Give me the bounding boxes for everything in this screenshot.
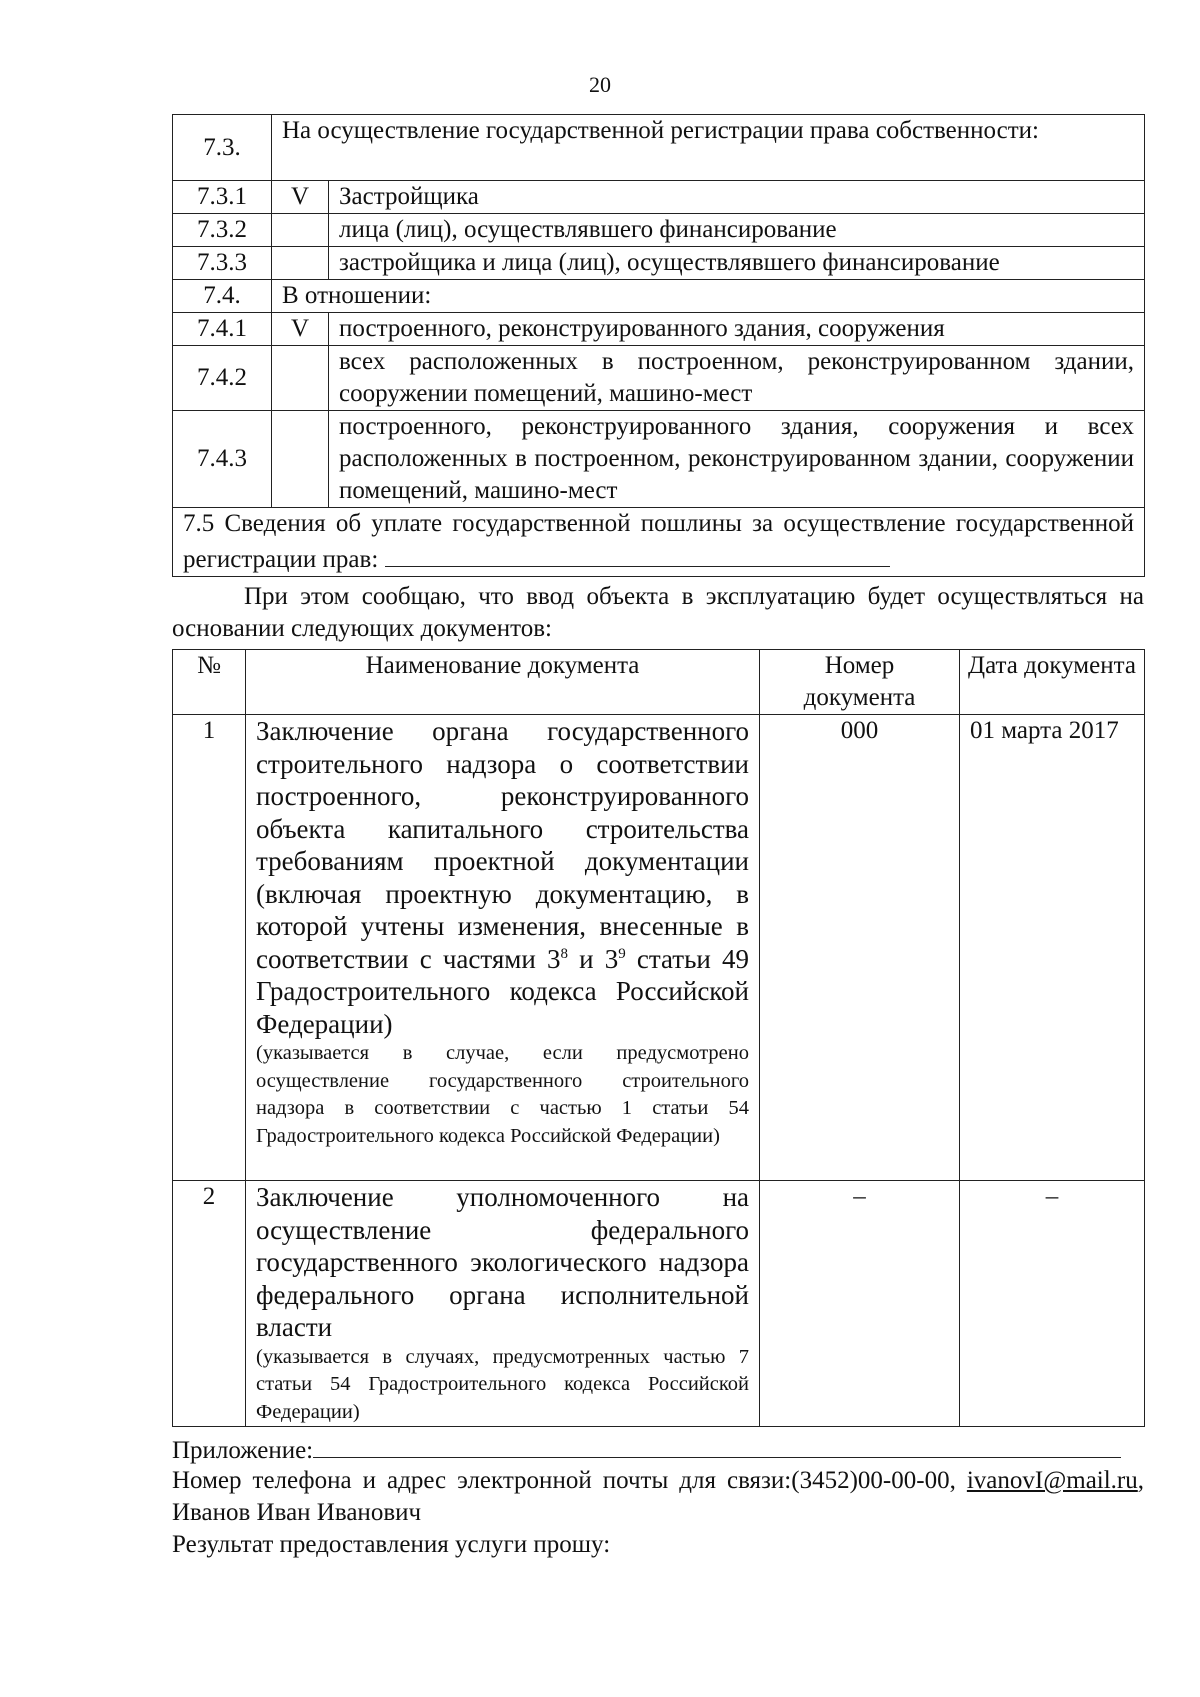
row-number: 7.3. — [173, 115, 272, 181]
fee-info-label: 7.5 Сведения об уплате государственной пошлины за осуществление государственной регистрации прав: — [183, 510, 1135, 573]
checkbox-mark[interactable] — [272, 411, 329, 508]
document-note: (указывается в случаях, предусмотренных частью 7 статьи 54 Градостроительного кодекса Российской Федерации) — [256, 1345, 749, 1423]
contact-name: , Иванов Иван Иванович — [172, 1467, 1145, 1526]
document-date[interactable]: 01 марта 2017 — [960, 715, 1145, 1181]
document-title-part: и 3 — [567, 943, 619, 974]
contact-phone: (3452)00-00-00, — [791, 1467, 956, 1494]
document-title-part: Заключение органа государственного строительного надзора о соответствии построенного, реконструированного объекта капитального строительства требованиям проектной документации (включая проектную документацию, в которой учтены изменения, внесенные в соответствии с частями 3 — [256, 716, 749, 974]
row-7-4-3 — [173, 411, 1145, 508]
document-number[interactable]: 000 — [760, 715, 960, 1181]
contact-label: Номер телефона и адрес электронной почты для связи: — [172, 1467, 792, 1494]
row-7-3 — [173, 115, 1145, 181]
header-doc-date: Дата документа — [960, 650, 1145, 715]
row-7-3-3 — [173, 247, 1145, 280]
row-text: лица (лиц), осуществлявшего финансирование — [329, 214, 1145, 247]
row-number: 7.4.1 — [173, 313, 272, 346]
header-name: Наименование документа — [246, 650, 760, 715]
row-num: 1 — [173, 715, 246, 1181]
documents-table — [172, 649, 1145, 1427]
attachment-label: Приложение: — [172, 1437, 314, 1464]
row-number: 7.4. — [173, 280, 272, 313]
row-text: всех расположенных в построенном, реконструированном здании, сооружении помещений, машино-мест — [329, 346, 1145, 411]
registration-section-table — [172, 114, 1145, 577]
row-number: 7.3.1 — [173, 181, 272, 214]
document-name — [246, 715, 760, 1181]
result-label: Результат предоставления услуги прошу: — [172, 1531, 611, 1558]
row-text: построенного, реконструированного здания, сооружения и всех расположенных в построенном, реконструированном здании, сооружении помещений, машино-мест — [329, 411, 1145, 508]
document-number[interactable]: – — [760, 1181, 960, 1427]
row-text: застройщика и лица (лиц), осуществлявшего финансирование — [329, 247, 1145, 280]
row-text: В отношении: — [272, 280, 1145, 313]
table-row — [173, 715, 1145, 1181]
superscript: 9 — [618, 945, 626, 962]
fee-info-field[interactable] — [385, 540, 890, 567]
checkbox-mark[interactable]: V — [272, 313, 329, 346]
page-number: 20 — [589, 72, 611, 97]
attachment-field[interactable] — [313, 1433, 1121, 1458]
document-title — [256, 715, 749, 1040]
document-note: (указывается в случае, если предусмотрено осуществление государственного строительного надзора в соответствии с частью 1 статьи 54 Градостроительного кодекса Российской Федерации) — [256, 1042, 749, 1147]
checkbox-mark[interactable]: V — [272, 181, 329, 214]
row-7-3-2 — [173, 214, 1145, 247]
row-7-4 — [173, 280, 1145, 313]
document-title-part: статьи 49 Градостроительного кодекса Российской Федерации) — [256, 943, 749, 1039]
contact-email[interactable]: ivanovI@mail.ru — [966, 1467, 1138, 1494]
superscript: 8 — [560, 945, 568, 962]
row-number: 7.3.3 — [173, 247, 272, 280]
row-text: построенного, реконструированного здания, сооружения — [329, 313, 1145, 346]
header-doc-number: Номер документа — [760, 650, 960, 715]
checkbox-mark[interactable] — [272, 214, 329, 247]
checkbox-mark[interactable] — [272, 346, 329, 411]
row-7-4-1 — [173, 313, 1145, 346]
row-num: 2 — [173, 1181, 246, 1427]
table-header-row — [173, 650, 1145, 715]
row-text: На осуществление государственной регистрации права собственности: — [272, 115, 1145, 181]
row-text: Застройщика — [329, 181, 1145, 214]
contact-info — [172, 1465, 1144, 1529]
row-number: 7.4.3 — [173, 411, 272, 508]
fee-info — [173, 508, 1145, 577]
intro-paragraph: При этом сообщаю, что ввод объекта в эксплуатацию будет осуществляться на основании следующих документов: — [172, 583, 1144, 642]
document-date[interactable]: – — [960, 1181, 1145, 1427]
table-row — [173, 1181, 1145, 1427]
checkbox-mark[interactable] — [272, 247, 329, 280]
row-7-5 — [173, 508, 1145, 577]
header-num: № — [173, 650, 246, 715]
attachment-line — [172, 1433, 1144, 1467]
row-7-4-2 — [173, 346, 1145, 411]
row-number: 7.3.2 — [173, 214, 272, 247]
document-name — [246, 1181, 760, 1427]
row-7-3-1 — [173, 181, 1145, 214]
row-number: 7.4.2 — [173, 346, 272, 411]
document-title: Заключение уполномоченного на осуществление федерального государственного экологического надзора федерального органа исполнительной власти — [256, 1182, 749, 1342]
